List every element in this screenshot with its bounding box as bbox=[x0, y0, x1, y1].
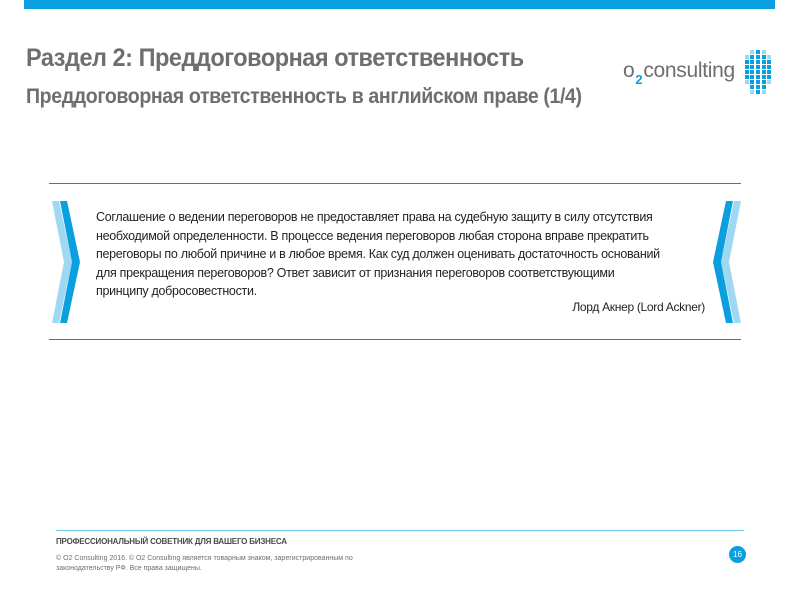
page-title: Раздел 2: Преддоговорная ответственность bbox=[26, 44, 524, 72]
logo-consulting: consulting bbox=[643, 59, 735, 82]
footer-tagline: ПРОФЕССИОНАЛЬНЫЙ СОВЕТНИК ДЛЯ ВАШЕГО БИЗНЕСА bbox=[56, 537, 287, 546]
open-quote-chevron-icon bbox=[52, 201, 80, 323]
quote-author: Лорд Акнер (Lord Ackner) bbox=[572, 300, 705, 314]
close-quote-chevron-icon bbox=[713, 201, 741, 323]
logo-o: o bbox=[623, 59, 635, 82]
quote-text: Соглашение о ведении переговоров не предоставляет права на судебную защиту в силу отсутствия необходимой определенности. В процессе ведения переговоров любая сторона вправе прекратить переговоры по любой причине и в любое время. Как суд должен оценивать достаточность оснований для прекращения переговоров? Ответ зависит от признания переговоров соответствующими принципу добросовестности. bbox=[96, 210, 660, 298]
company-logo bbox=[621, 50, 776, 100]
page-number-badge: 16 bbox=[729, 546, 746, 563]
logo-wordmark bbox=[623, 59, 735, 87]
footer-copyright: © O2 Consulting 2016. © O2 Consulting является товарным знаком, зарегистрированным по законодательству РФ. Все права защищены. bbox=[56, 555, 353, 572]
top-accent-bar bbox=[24, 0, 775, 9]
quote-block bbox=[49, 183, 741, 340]
logo-subscript: 2 bbox=[635, 72, 643, 87]
footer-divider bbox=[56, 530, 744, 531]
grid-dot-mark-icon bbox=[743, 50, 773, 98]
page-subtitle: Преддоговорная ответственность в английском праве (1/4) bbox=[26, 85, 582, 108]
